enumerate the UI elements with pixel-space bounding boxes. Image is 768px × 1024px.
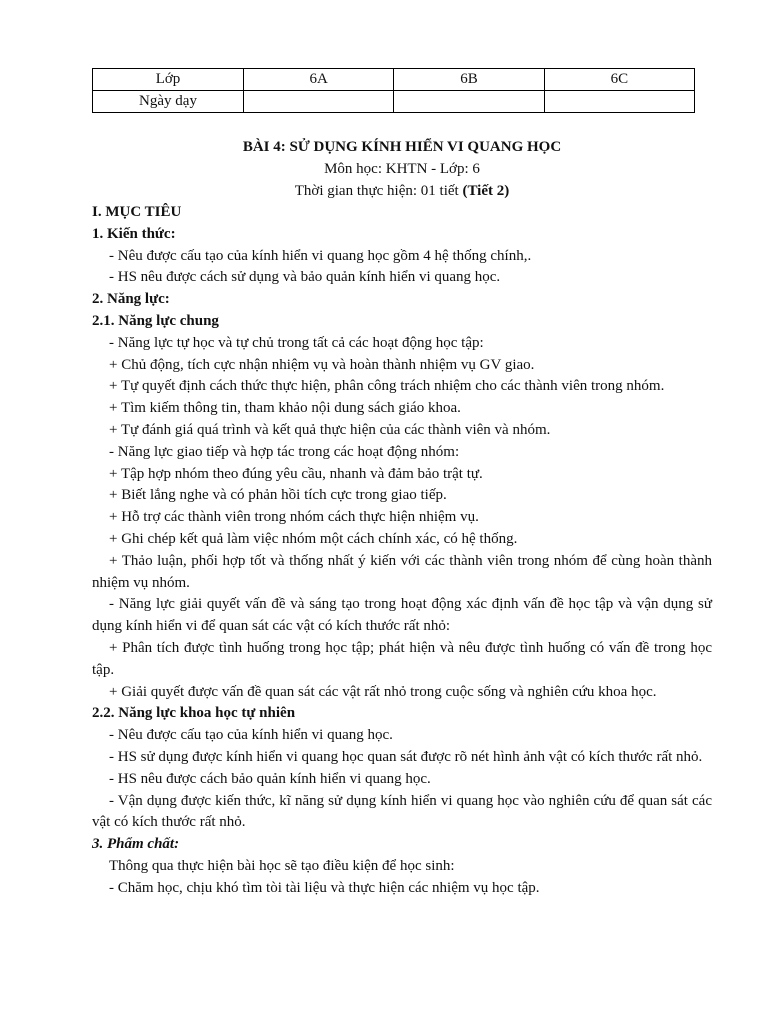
lesson-title: BÀI 4: SỬ DỤNG KÍNH HIỂN VI QUANG HỌC xyxy=(242,139,562,155)
competence-item: + Giải quyết được vấn đề quan sát các vật rất nhỏ trong cuộc sống và nghiên cứu khoa học. xyxy=(109,683,657,700)
lesson-period: (Tiết 2) xyxy=(462,183,510,199)
section-objectives: I. MỤC TIÊU xyxy=(92,204,182,220)
section-science-competence: 2.2. Năng lực khoa học tự nhiên xyxy=(92,705,296,722)
schedule-date-6b xyxy=(394,91,544,113)
schedule-header-6c: 6C xyxy=(544,69,694,91)
competence-item: + Tìm kiếm thông tin, tham khảo nội dung sách giáo khoa. xyxy=(109,400,461,417)
section-general-competence: 2.1. Năng lực chung xyxy=(92,312,219,329)
competence-item: - Năng lực giải quyết vấn đề và sáng tạo trong hoạt động xác định vấn đề học tập và vận dụng sử dụng kính hiển vi để quan sát các vật có kích thước rất nhỏ: xyxy=(92,596,712,635)
section-knowledge: 1. Kiến thức: xyxy=(92,225,176,242)
science-item: - HS nêu được cách bảo quản kính hiển vi quang học. xyxy=(109,770,431,787)
competence-item: + Phân tích được tình huống trong học tập; phát hiện và nêu được tình huống có vấn đề trong học tập. xyxy=(92,639,712,678)
schedule-table xyxy=(92,68,695,113)
schedule-header-row xyxy=(93,69,695,91)
schedule-header-6b: 6B xyxy=(394,69,544,91)
competence-item: + Hỗ trợ các thành viên trong nhóm cách thực hiện nhiệm vụ. xyxy=(109,509,479,526)
competence-item: - Năng lực tự học và tự chủ trong tất cả các hoạt động học tập: xyxy=(109,334,484,351)
competence-item: + Chủ động, tích cực nhận nhiệm vụ và hoàn thành nhiệm vụ GV giao. xyxy=(109,356,535,373)
knowledge-item: - Nêu được cấu tạo của kính hiển vi quang học gồm 4 hệ thống chính,. xyxy=(109,247,532,264)
schedule-date-row xyxy=(93,91,695,113)
science-item: - Nêu được cấu tạo của kính hiển vi quang học. xyxy=(109,727,393,744)
schedule-header-class: Lớp xyxy=(93,69,244,91)
competence-item: + Tự quyết định cách thức thực hiện, phân công trách nhiệm cho các thành viên trong nhóm. xyxy=(109,378,665,395)
schedule-header-6a: 6A xyxy=(244,69,394,91)
qualities-item: Thông qua thực hiện bài học sẽ tạo điều kiện để học sinh: xyxy=(109,857,455,874)
lesson-subject: Môn học: KHTN - Lớp: 6 xyxy=(324,161,480,177)
competence-item: + Ghi chép kết quả làm việc nhóm một cách chính xác, có hệ thống. xyxy=(109,530,518,547)
schedule-date-label: Ngày dạy xyxy=(93,91,244,113)
document-page xyxy=(92,68,712,900)
knowledge-item: - HS nêu được cách sử dụng và bảo quản kính hiển vi quang học. xyxy=(109,269,501,286)
schedule-date-6a xyxy=(244,91,394,113)
competence-item: + Thảo luận, phối hợp tốt và thống nhất ý kiến với các thành viên trong nhóm để cùng hoàn thành nhiệm vụ nhóm. xyxy=(92,552,712,591)
competence-item: + Tự đánh giá quá trình và kết quả thực hiện của các thành viên và nhóm. xyxy=(109,421,551,438)
lesson-duration-text: Thời gian thực hiện: 01 tiết xyxy=(294,183,463,199)
competence-item: + Tập hợp nhóm theo đúng yêu cầu, nhanh và đảm bảo trật tự. xyxy=(109,465,483,482)
lesson-title-block xyxy=(92,136,712,202)
section-competence: 2. Năng lực: xyxy=(92,291,170,308)
section-qualities: 3. Phẩm chất: xyxy=(92,836,180,853)
science-item: - Vận dụng được kiến thức, kĩ năng sử dụng kính hiển vi quang học vào nghiên cứu để quan sát các vật có kích thước rất nhỏ. xyxy=(92,792,712,831)
competence-item: + Biết lắng nghe và có phản hồi tích cực trong giao tiếp. xyxy=(109,487,447,504)
qualities-item: - Chăm học, chịu khó tìm tòi tài liệu và thực hiện các nhiệm vụ học tập. xyxy=(109,879,540,896)
competence-item: - Năng lực giao tiếp và hợp tác trong các hoạt động nhóm: xyxy=(109,443,460,460)
schedule-date-6c xyxy=(544,91,694,113)
science-item: - HS sử dụng được kính hiển vi quang học quan sát được rõ nét hình ảnh vật có kích thước rất nhỏ. xyxy=(109,748,703,765)
lesson-duration xyxy=(92,180,712,202)
